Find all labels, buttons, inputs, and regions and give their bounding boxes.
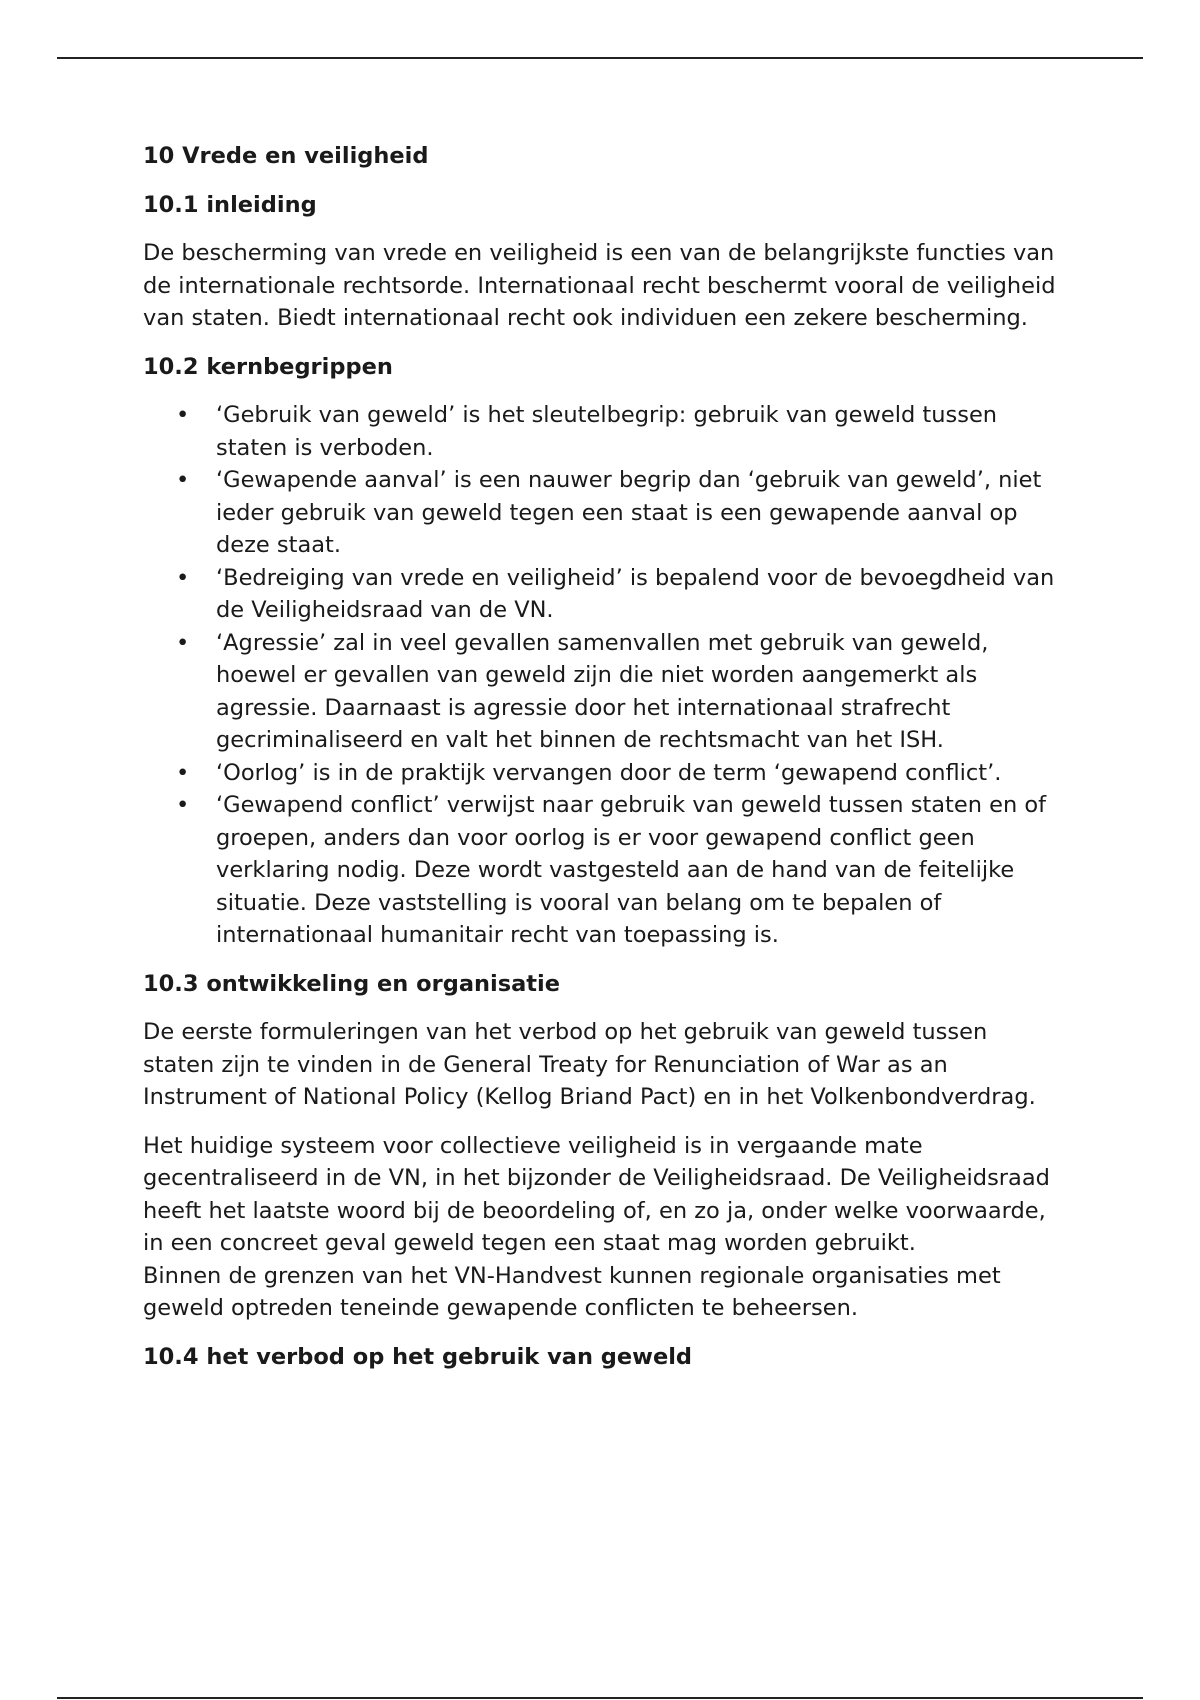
list-item [143,399,1063,464]
bottom-rule [57,1697,1143,1699]
list-item-text: ‘Agressie’ zal in veel gevallen samenvallen met gebruik van geweld, hoewel er gevallen van geweld zijn die niet worden aangemerkt als agressie. Daarnaast is agressie door het internationaal strafrecht gecriminaliseerd en valt het binnen de rechtsmacht van het ISH. [216,629,989,753]
list-item [143,789,1063,952]
list-item-text: ‘Gewapend conflict’ verwijst naar gebruik van geweld tussen staten en of groepen, anders dan voor oorlog is er voor gewapend conflict geen verklaring nodig. Deze wordt vastgesteld aan de hand van de feitelijke situatie. Deze vaststelling is vooral van belang om te bepalen of internationaal humanitair recht van toepassing is. [216,792,1047,948]
section-paragraph-10-3-a: De eerste formuleringen van het verbod op het gebruik van geweld tussen staten zijn te vinden in de General Treaty for Renunciation of War as an Instrument of National Policy (Kellog Briand Pact) en in het Volkenbondverdrag. [143,1019,1036,1110]
bullet-icon: • [176,402,190,428]
section-heading-10-1: 10.1 inleiding [143,191,317,218]
bullet-icon: • [176,564,190,591]
chapter-title: 10 Vrede en veiligheid [143,143,429,169]
list-item-text: ‘Gebruik van geweld’ is het sleutelbegrip: gebruik van geweld tussen staten is verboden. [216,402,998,461]
bullet-icon: • [176,629,190,656]
document-page [143,140,1063,1389]
section-heading-10-2: 10.2 kernbegrippen [143,353,393,380]
list-item [143,627,1063,757]
top-rule [57,57,1143,59]
bullet-icon: • [176,759,190,786]
section-paragraph-10-1: De bescherming van vrede en veiligheid is een van de belangrijkste functies van de internationale rechtsorde. Internationaal recht beschermt vooral de veiligheid van staten. Biedt internationaal recht ook individuen een zekere bescherming. [143,240,1056,331]
section-paragraph-10-3-b: Het huidige systeem voor collectieve veiligheid is in vergaande mate gecentraliseerd in de VN, in het bijzonder de Veiligheidsraad. De Veiligheidsraad heeft het laatste woord bij de beoordeling of, en zo ja, onder welke voorwaarde, in een concreet geval geweld tegen een staat mag worden gebruikt. [143,1132,1050,1256]
section-heading-10-3: 10.3 ontwikkeling en organisatie [143,970,561,997]
section-heading-10-4: 10.4 het verbod op het gebruik van geweld [143,1343,693,1370]
list-item [143,757,1063,790]
list-item [143,464,1063,562]
kernbegrippen-list [143,399,1063,952]
list-item-text: ‘Oorlog’ is in de praktijk vervangen door de term ‘gewapend conflict’. [216,759,1002,786]
list-item-text: ‘Gewapende aanval’ is een nauwer begrip dan ‘gebruik van geweld’, niet ieder gebruik van geweld tegen een staat is een gewapende aanval op deze staat. [216,467,1042,558]
list-item [143,562,1063,627]
bullet-icon: • [176,792,190,818]
bullet-icon: • [176,467,190,493]
section-paragraph-10-3-c: Binnen de grenzen van het VN-Handvest kunnen regionale organisaties met geweld optreden teneinde gewapende conflicten te beheersen. [143,1262,1001,1321]
list-item-text: ‘Bedreiging van vrede en veiligheid’ is bepalend voor de bevoegdheid van de Veiligheidsraad van de VN. [216,564,1055,623]
